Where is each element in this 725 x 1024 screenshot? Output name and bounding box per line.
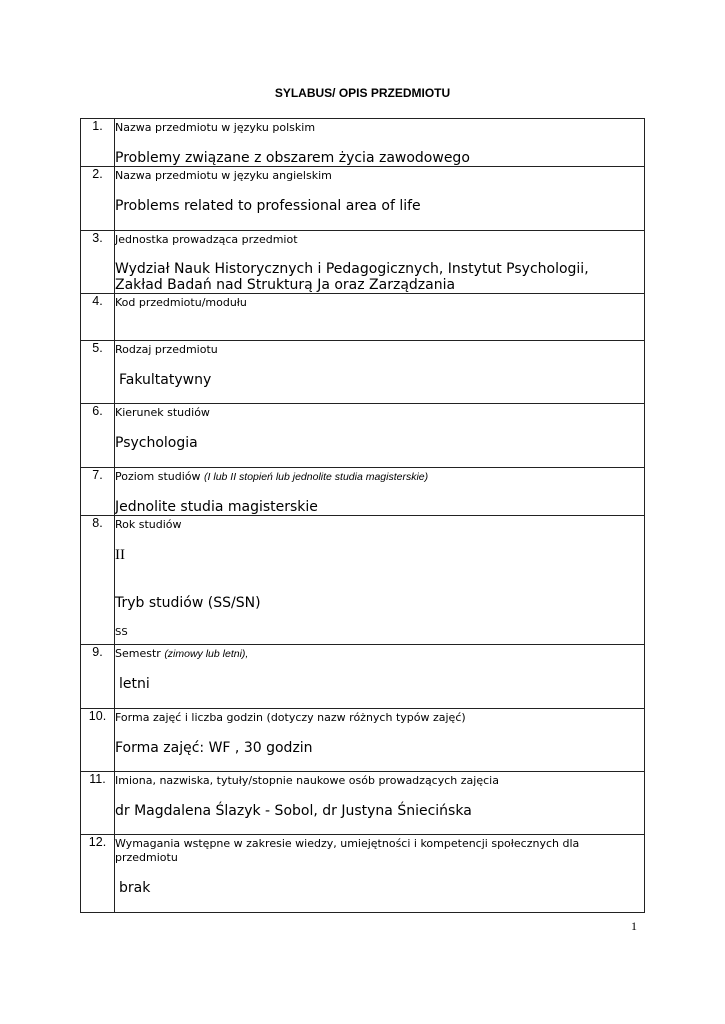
syllabus-table: [80, 118, 645, 913]
table-row: [81, 709, 645, 772]
row-content: [115, 645, 645, 709]
page-number: 1: [631, 919, 637, 933]
field-label: Forma zajęć i liczba godzin (dotyczy nazw różnych typów zajęć): [115, 711, 466, 724]
row-content: [115, 231, 645, 294]
field-label: Rodzaj przedmiotu: [115, 343, 218, 356]
row-number: 11.: [81, 772, 115, 835]
table-row: [81, 772, 645, 835]
field-label: Kod przedmiotu/modułu: [115, 296, 247, 309]
field-label: Kierunek studiów: [115, 406, 210, 419]
field-value: brak: [119, 880, 151, 896]
row-number: 6.: [81, 404, 115, 468]
row-number: 9.: [81, 645, 115, 709]
field-value: Fakultatywny: [119, 372, 212, 388]
row-content: [115, 468, 645, 516]
row-content: [115, 404, 645, 468]
row-number: 1.: [81, 119, 115, 167]
field-value: dr Magdalena Ślazyk - Sobol, dr Justyna Śniecińska: [115, 803, 472, 819]
field-value: letni: [119, 676, 150, 692]
row-content: [115, 835, 645, 913]
table-row: [81, 835, 645, 913]
field-value-line1: Wydział Nauk Historycznych i Pedagogicznych, Instytut Psychologii,: [115, 261, 589, 277]
field-label-text: Poziom studiów: [115, 470, 201, 483]
field-label: Rok studiów: [115, 518, 182, 531]
row-number: 12.: [81, 835, 115, 913]
row-content: [115, 341, 645, 404]
field-label: Imiona, nazwiska, tytuły/stopnie naukowe osób prowadzących zajęcia: [115, 774, 499, 787]
field-label: Jednostka prowadząca przedmiot: [115, 233, 298, 246]
table-row: [81, 119, 645, 167]
study-year-value: II: [115, 547, 125, 563]
row-number: 5.: [81, 341, 115, 404]
row-content: [115, 294, 645, 341]
row-number: 4.: [81, 294, 115, 341]
document-title: SYLABUS/ OPIS PRZEDMIOTU: [274, 86, 451, 100]
field-label: [115, 470, 644, 484]
field-value: Problems related to professional area of life: [115, 198, 421, 214]
field-value: Problemy związane z obszarem życia zawodowego: [115, 150, 470, 166]
row-number: 2.: [81, 167, 115, 231]
field-value: Jednolite studia magisterskie: [115, 499, 318, 515]
row-number: 8.: [81, 516, 115, 645]
field-label: [115, 647, 644, 661]
field-label: Wymagania wstępne w zakresie wiedzy, umiejętności i kompetencji społecznych dla przedmiotu: [115, 837, 580, 864]
field-hint: (I lub II stopień lub jednolite studia magisterskie): [204, 471, 429, 483]
row-number: 7.: [81, 468, 115, 516]
table-row: [81, 231, 645, 294]
row-content: [115, 167, 645, 231]
field-label: Nazwa przedmiotu w języku polskim: [115, 121, 316, 134]
row-content: [115, 772, 645, 835]
table-row: [81, 645, 645, 709]
table-row: [81, 341, 645, 404]
field-label: Nazwa przedmiotu w języku angielskim: [115, 169, 332, 182]
study-mode-value: SS: [115, 627, 128, 638]
row-content: [115, 119, 645, 167]
table-row: [81, 167, 645, 231]
field-value: Forma zajęć: WF , 30 godzin: [115, 740, 313, 756]
table-row: [81, 468, 645, 516]
study-mode-label: Tryb studiów (SS/SN): [115, 595, 261, 611]
field-hint: (zimowy lub letni),: [164, 648, 249, 660]
row-number: 3.: [81, 231, 115, 294]
field-value-line2: Zakład Badań nad Strukturą Ja oraz Zarządzania: [115, 277, 456, 293]
row-content: [115, 709, 645, 772]
field-value: Psychologia: [115, 435, 198, 451]
table-row: [81, 516, 645, 645]
row-number: 10.: [81, 709, 115, 772]
table-row: [81, 404, 645, 468]
table-row: [81, 294, 645, 341]
row-content: [115, 516, 645, 645]
field-label-text: Semestr: [115, 647, 161, 660]
